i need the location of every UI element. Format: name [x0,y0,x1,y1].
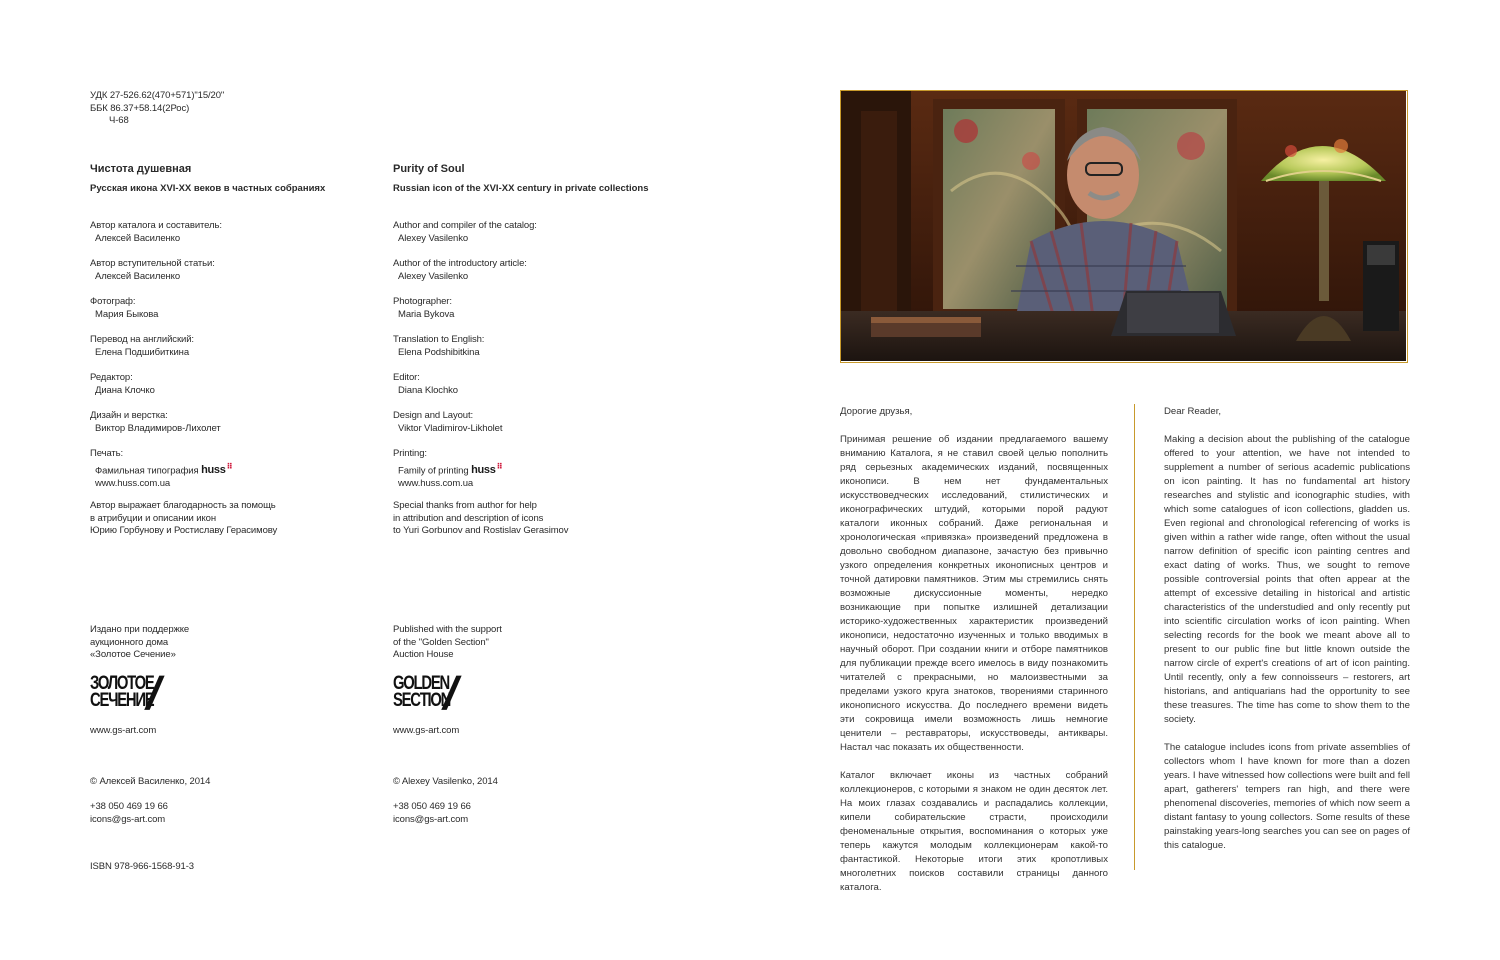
en-credit-photographer [393,296,693,334]
credit-value: Виктор Владимиров-Лихолет [95,422,221,434]
credit-label: Фотограф: [90,296,136,307]
credit-label: Дизайн и верстка: [90,410,168,421]
credit-label: Автор каталога и составитель: [90,220,222,231]
credit-value: Мария Быкова [95,308,159,320]
print-value: Family of printing [398,465,469,477]
credit-label: Редактор: [90,372,133,383]
credit-value-printing [90,461,370,478]
letter-ru-paragraph-2: Каталог включает иконы из частных собраний коллекционеров, с которыми я знаком не один десяток лет. На моих глазах создавались и распадались коллекции, кипели собирательские страсти, происходили феноменальные открытия, воспоминания о которых уже теперь кажутся молодым коллекционерам какой-то фантастикой. Некоторые итоги этих кропотливых многолетних поисков составили страницы данного каталога. [840,770,1108,893]
letter-ru-paragraph-1: Принимая решение об издании предлагаемого вашему вниманию Каталога, я не ставил своей целью пополнить ряд серьезных академических изданий, посвященных иконописи. В нем нет фундаментальных искусствоведческих исследований, стилистических и иконографических штудий, которыми порой радуют каталоги иконных собраний. Даже региональная и хронологическая «привязка» произведений предложена в довольно свободном диапазоне, зачастую без привычно узкого определения конкретных иконописных центров и точной датировки памятников. Этим мы стремились снять возможные дискуссионные моменты, нередко возникающие при попытке излишней детализации историко-художественных характеристик произведений иконописи, недостаточно изученных и только вводимых в научный оборот. При создании книги и отборе памятников для публикации прежде всего имелось в виду познакомить читателей с прекрасными, но малоизвестными за пределами узкого круга знатоков, творениями старинного иконописного искусства. До последнего времени видеть эти сокровища имели возможность лишь немногие ценители – реставраторы, искусствоведы, антиквары. Настал час показать их общественности. [840,434,1108,753]
en-credit-translation [393,334,693,372]
author-photo [840,90,1408,363]
credit-value: Елена Подшибиткина [95,346,189,358]
en-credit-editor [393,372,693,410]
credit-value: Алексей Василенко [95,232,181,244]
en-credit-printing [393,448,693,500]
en-credit-compiler [393,220,693,258]
credit-value-printing [393,461,693,478]
en-column [393,162,693,195]
zolotoe-sechenie-logo [90,667,170,719]
ru-credit-photographer [90,296,370,334]
letter-en-paragraph-2: The catalogue includes icons from private assemblies of collectors whom I have known for more than a dozen years. I have witnessed how collections were built and fell apart, gatherers' tempers ran high, and there were phenomenal discoveries, memories of which now seem a distant fantasy to young collectors. Some results of these painstaking years-long searches you can see on pages of this catalogue. [1164,742,1410,851]
huss-logo: huss⠿ [471,461,503,477]
huss-logo: huss⠿ [201,461,233,477]
credit-value: Alexey Vasilenko [398,270,469,282]
support-line: Издано при поддержке [90,624,190,635]
ru-credit-translation [90,334,370,372]
thanks-line: в атрибуции и описании икон [90,512,216,524]
catalog-codes [90,90,224,128]
ru-column [90,162,370,195]
support-line: аукционного дома [90,636,169,648]
ru-credit-article [90,258,370,296]
ru-site[interactable]: www.gs-art.com [90,725,157,736]
ru-credits [90,220,370,538]
ru-subtitle: Русская икона XVI-XX веков в частных собраниях [90,183,326,194]
huss-url[interactable]: www.huss.com.ua [398,477,474,489]
ru-credit-printing [90,448,370,500]
logo-slash: / [141,667,168,719]
letter-en [1164,405,1410,867]
credit-label: Translation to English: [393,334,485,345]
en-credits [393,220,693,538]
credit-value: Diana Klochko [398,384,458,396]
ru-phone: +38 050 469 19 66 [90,801,168,812]
letter-en-greeting: Dear Reader, [1164,406,1222,417]
en-copyright: © Alexey Vasilenko, 2014 [393,776,498,787]
ru-credit-compiler [90,220,370,258]
en-email[interactable]: icons@gs-art.com [393,813,469,825]
huss-url[interactable]: www.huss.com.ua [95,477,171,489]
en-thanks [393,500,693,538]
ru-email[interactable]: icons@gs-art.com [90,813,166,825]
logo-line-2: SECTION [393,690,451,711]
support-line: of the "Golden Section" [393,636,489,648]
en-credit-article [393,258,693,296]
thanks-line: Special thanks from author for help [393,500,537,511]
author-photo-illustration [841,91,1406,361]
logo-line-1: ЗОЛОТОЕ [90,673,154,694]
thanks-line: Юрию Горбунову и Ростиславу Герасимову [90,525,278,537]
en-contacts [393,801,471,826]
credit-label: Photographer: [393,296,452,307]
logo-line-1: GOLDEN [393,673,449,694]
bbk-code: ББК 86.37+58.14(2Рос) [90,102,190,114]
logo-slash: / [438,667,465,719]
credit-value: Alexey Vasilenko [398,232,469,244]
letter-ru [840,405,1108,909]
ru-support [90,624,189,662]
print-value: Фамильная типография [95,465,199,477]
credit-label: Author and compiler of the catalog: [393,220,537,231]
thanks-line: to Yuri Gorbunov and Rostislav Gerasimov [393,525,569,537]
credit-label: Editor: [393,372,420,383]
thanks-line: in attribution and description of icons [393,512,544,524]
ru-credit-editor [90,372,370,410]
en-site[interactable]: www.gs-art.com [393,725,460,736]
author-mark-code: Ч-68 [109,115,129,127]
ru-thanks [90,500,370,538]
credit-value: Диана Клочко [95,384,155,396]
golden-section-logo [393,667,473,719]
letter-ru-greeting: Дорогие друзья, [840,406,913,417]
credit-label: Печать: [90,448,124,459]
credit-label: Author of the introductory article: [393,258,527,269]
ru-credit-design [90,410,370,448]
credit-value: Алексей Василенко [95,270,181,282]
en-subtitle: Russian icon of the XVI-XX century in private collections [393,183,649,194]
udk-code: УДК 27-526.62(470+571)"15/20" [90,90,225,101]
credit-value: Elena Podshibitkina [398,346,480,358]
en-phone: +38 050 469 19 66 [393,801,471,812]
credit-label: Автор вступительной статьи: [90,258,215,269]
ru-contacts [90,801,168,826]
logo-line-2: СЕЧЕНИЕ [90,690,154,711]
credit-label: Перевод на английский: [90,334,194,345]
thanks-line: Автор выражает благодарность за помощь [90,500,276,511]
en-title: Purity of Soul [393,163,465,175]
credit-label: Printing: [393,448,427,459]
credit-value: Maria Bykova [398,308,455,320]
letter-en-paragraph-1: Making a decision about the publishing of the catalogue offered to your attention, we have not intended to supplement a number of serious academic publications on icon painting. It has no fundamental art history researches and stylistic and iconographic studies, with which some catalogues of icon collections, gladden us. Even regional and chronological referencing of works is given within a rather wide range, often without the usual narrow definition of specific icon painting centres and exact dating of works. Thus, we sought to remove possible controversial points that often appear at the attempt of excessive detailing in historical and artistic characteristics of the understudied and only recently put into scientific circulation works of icon painting. When selecting records for the book we meant above all to present to our public fine but little known outside the narrow circle of expert's creations of art of icon painting. Until recently, only a few connoisseurs – restorers, art historians, and antiquarians had the opportunity to see these treasures. The time has come to show them to the society. [1164,434,1410,725]
support-line: Auction House [393,649,454,661]
credit-label: Design and Layout: [393,410,474,421]
en-credit-design [393,410,693,448]
ru-title: Чистота душевная [90,163,192,175]
en-support [393,624,502,662]
credit-value: Viktor Vladimirov-Likholet [398,422,503,434]
support-line: Published with the support [393,624,502,635]
support-line: «Золотое Сечение» [90,649,176,661]
ru-copyright: © Алексей Василенко, 2014 [90,776,211,787]
column-divider [1134,404,1135,870]
isbn: ISBN 978-966-1568-91-3 [90,861,194,872]
